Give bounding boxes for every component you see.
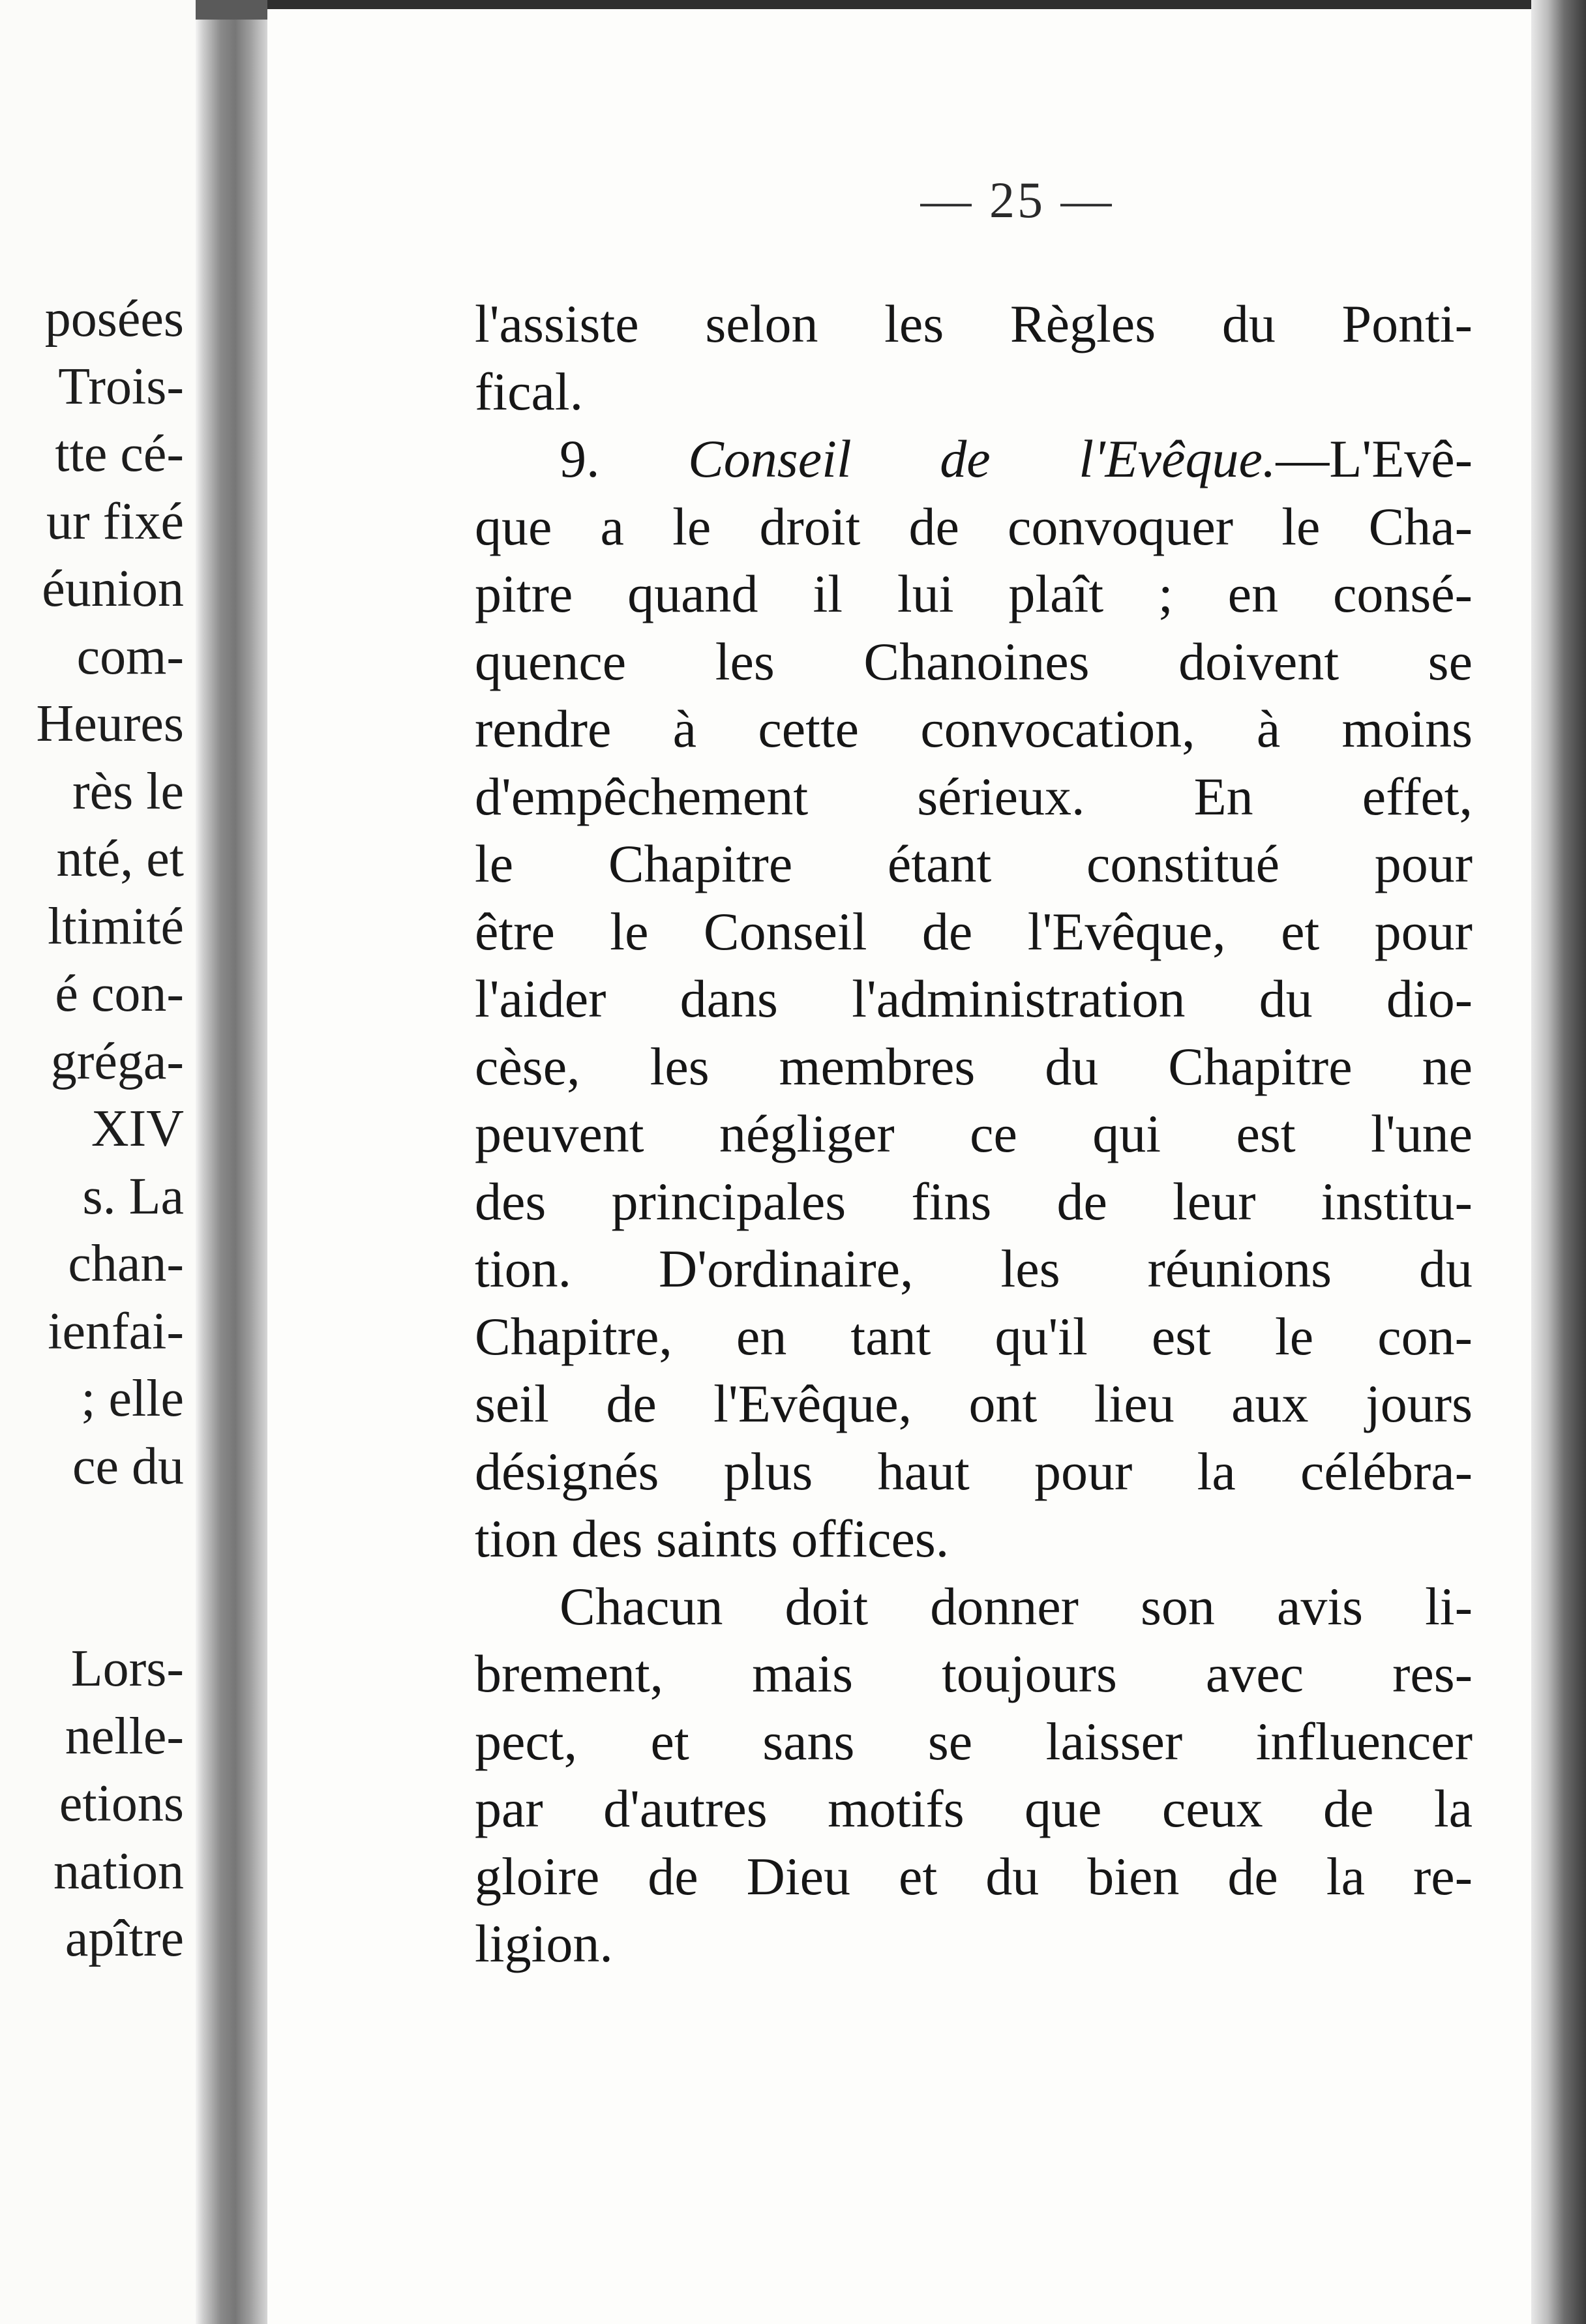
left-line: é con- bbox=[55, 965, 184, 1022]
left-facing-page bbox=[0, 0, 196, 2324]
text-line: pitre quand il lui plaît ; en consé- bbox=[475, 564, 1473, 623]
left-line: Lors- bbox=[70, 1640, 184, 1697]
text-line: quence les Chanoines doivent se bbox=[475, 631, 1473, 691]
text-line: Chapitre, en tant qu'il est le con- bbox=[475, 1306, 1473, 1366]
section-heading-continuation: —L'Evê- bbox=[1276, 429, 1473, 488]
text-line: fical. bbox=[475, 361, 584, 421]
left-line: Trois- bbox=[58, 357, 184, 415]
page-top-edge-shadow bbox=[267, 0, 1531, 9]
text-line: ligion. bbox=[475, 1914, 613, 1973]
text-line: tion des saints offices. bbox=[475, 1509, 950, 1568]
text-line: brement, mais toujours avec res- bbox=[475, 1644, 1473, 1703]
text-line: des principales fins de leur institu- bbox=[475, 1171, 1473, 1231]
left-line: etions bbox=[59, 1775, 184, 1832]
left-line: chan- bbox=[68, 1235, 184, 1292]
text-line: que a le droit de convoquer le Cha- bbox=[475, 496, 1473, 556]
left-line: ce du bbox=[72, 1437, 184, 1495]
left-line: tte cé- bbox=[55, 425, 184, 483]
page-body-text bbox=[475, 290, 1473, 1978]
section-number: 9. bbox=[560, 429, 689, 488]
text-line: être le Conseil de l'Evêque, et pour bbox=[475, 901, 1473, 961]
page-number: — 25 — bbox=[920, 171, 1115, 228]
text-line: rendre à cette convocation, à moins bbox=[475, 699, 1473, 758]
left-page-text bbox=[0, 286, 184, 1973]
left-line: apître bbox=[65, 1910, 184, 1967]
section-title: Conseil de l'Evêque. bbox=[688, 429, 1276, 488]
text-line: l'aider dans l'administration du dio- bbox=[475, 969, 1473, 1028]
text-line: seil de l'Evêque, ont lieu aux jours bbox=[475, 1374, 1473, 1433]
text-line: tion. D'ordinaire, les réunions du bbox=[475, 1239, 1473, 1298]
text-line: désignés plus haut pour la célébra- bbox=[475, 1441, 1473, 1501]
left-line: éunion bbox=[42, 560, 184, 618]
left-line: rès le bbox=[72, 762, 184, 820]
left-line: nation bbox=[53, 1842, 184, 1900]
left-line: com- bbox=[76, 627, 184, 685]
gutter-top-shadow bbox=[196, 0, 267, 20]
text-line: cèse, les membres du Chapitre ne bbox=[475, 1036, 1473, 1096]
left-line: posées bbox=[44, 290, 184, 348]
left-line: s. La bbox=[82, 1167, 184, 1225]
left-line: XIV bbox=[91, 1100, 184, 1157]
left-line: ur fixé bbox=[46, 492, 184, 550]
text-line: le Chapitre étant constitué pour bbox=[475, 834, 1473, 893]
text-line: peuvent négliger ce qui est l'une bbox=[475, 1104, 1473, 1163]
text-line: gloire de Dieu et du bien de la re- bbox=[475, 1846, 1473, 1906]
text-line: par d'autres motifs que ceux de la bbox=[475, 1779, 1473, 1838]
left-line: ienfai- bbox=[48, 1302, 184, 1360]
text-line: pect, et sans se laisser influencer bbox=[475, 1711, 1473, 1771]
left-line: nté, et bbox=[56, 830, 184, 887]
binding-gutter-shadow bbox=[196, 0, 267, 2324]
left-line: Heures bbox=[36, 695, 184, 752]
left-line: ; elle bbox=[81, 1370, 184, 1427]
left-line: ltimité bbox=[48, 897, 184, 955]
text-line: d'empêchement sérieux. En effet, bbox=[475, 766, 1473, 826]
section-heading-line bbox=[475, 425, 1473, 493]
text-line: l'assiste selon les Règles du Ponti- bbox=[475, 294, 1473, 353]
left-line: grégа- bbox=[50, 1032, 184, 1090]
left-line: nelle- bbox=[65, 1707, 184, 1765]
text-line: Chacun doit donner son avis li- bbox=[560, 1576, 1473, 1636]
left-line-gap bbox=[0, 1500, 184, 1635]
page-right-edge-shadow bbox=[1531, 0, 1586, 2324]
right-page bbox=[267, 0, 1539, 2324]
